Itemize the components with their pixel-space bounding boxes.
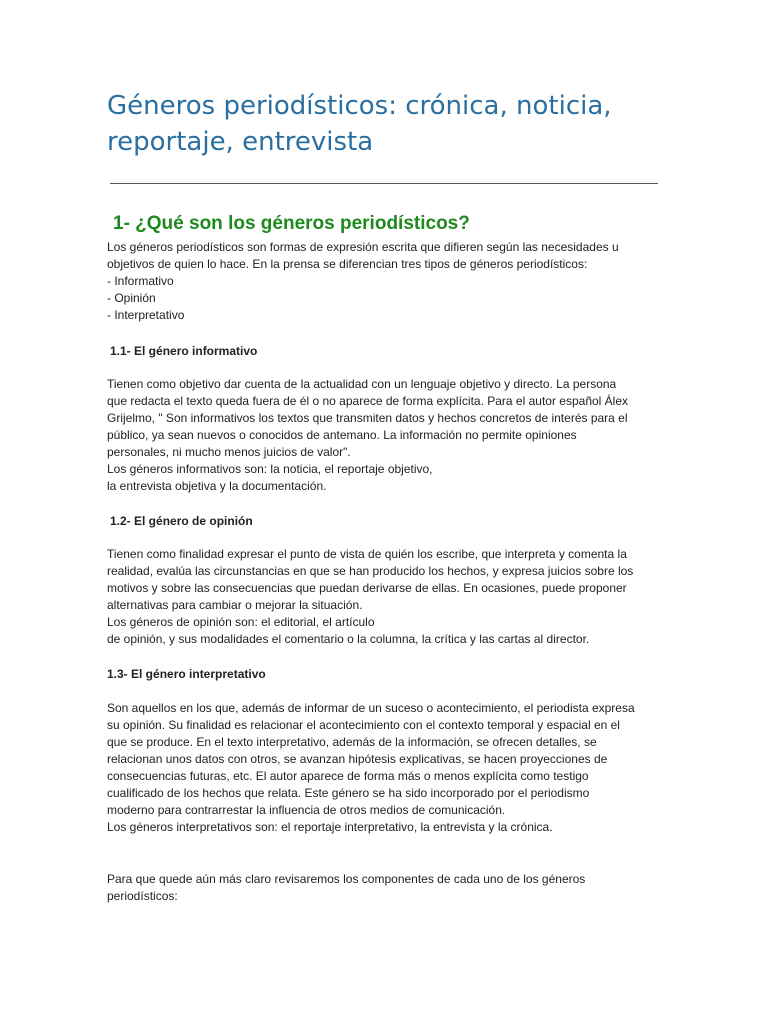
text-line: Los géneros interpretativos son: el reportaje interpretativo, la entrevista y la crónica. bbox=[107, 820, 553, 834]
title-divider bbox=[110, 183, 658, 184]
text-line: Grijelmo, " Son informativos los textos que transmiten datos y hechos concretos de interés para el bbox=[107, 411, 628, 425]
text-line: Los géneros de opinión son: el editorial, el artículo bbox=[107, 615, 375, 629]
text-line: moderno para contrarrestar la influencia de otros medios de comunicación. bbox=[107, 803, 506, 817]
section-heading-1: 1- ¿Qué son los géneros periodísticos? bbox=[113, 213, 470, 234]
section-heading-1-3: 1.3- El género interpretativo bbox=[107, 667, 266, 681]
text-line: periodísticos: bbox=[107, 889, 178, 903]
title-line: Géneros periodísticos: crónica, noticia, bbox=[107, 91, 612, 121]
text-line: Son aquellos en los que, además de informar de un suceso o acontecimiento, el periodista expresa bbox=[107, 701, 635, 715]
text-line: Los géneros periodísticos son formas de expresión escrita que difieren según las necesidades u bbox=[107, 240, 619, 254]
section-1-2-paragraph bbox=[107, 546, 667, 648]
text-line: su opinión. Su finalidad es relacionar el acontecimiento con el contexto temporal y espacial en el bbox=[107, 718, 620, 732]
text-line: - Opinión bbox=[107, 291, 156, 305]
text-line: alternativas para cambiar o mejorar la situación. bbox=[107, 598, 363, 612]
text-line: público, ya sean nuevos o conocidos de antemano. La información no permite opiniones bbox=[107, 428, 577, 442]
text-line: que se produce. En el texto interpretativo, además de la información, se ofrecen detalles, se bbox=[107, 735, 597, 749]
text-line: de opinión, y sus modalidades el comentario o la columna, la crítica y las cartas al director. bbox=[107, 632, 590, 646]
section-1-3-paragraph bbox=[107, 700, 667, 836]
text-line: consecuencias futuras, etc. El autor aparece de forma más o menos explícita como testigo bbox=[107, 769, 589, 783]
text-line: cualificado de los hechos que relata. Este género se ha sido incorporado por el periodismo bbox=[107, 786, 590, 800]
closing-paragraph bbox=[107, 871, 667, 905]
section-1-1-paragraph bbox=[107, 376, 667, 495]
text-line: relacionan unos datos con otros, se avanzan hipótesis explicativas, se hacen proyecciones de bbox=[107, 752, 608, 766]
title-line: reportaje, entrevista bbox=[107, 127, 374, 157]
section-heading-1-1: 1.1- El género informativo bbox=[110, 344, 258, 358]
text-line: Para que quede aún más claro revisaremos los componentes de cada uno de los géneros bbox=[107, 872, 586, 886]
section-1-paragraph bbox=[107, 239, 667, 324]
text-line: personales, ni mucho menos juicios de valor". bbox=[107, 445, 351, 459]
text-line: objetivos de quien lo hace. En la prensa se diferencian tres tipos de géneros periodísticos: bbox=[107, 257, 588, 271]
text-line: motivos y sobre las consecuencias que puedan derivarse de ellas. En ocasiones, puede proponer bbox=[107, 581, 627, 595]
text-line: - Informativo bbox=[107, 274, 174, 288]
text-line: realidad, evalúa las circunstancias en que se han producido los hechos, y expresa juicios sobre los bbox=[107, 564, 634, 578]
document-title bbox=[107, 88, 667, 160]
text-line: - Interpretativo bbox=[107, 308, 185, 322]
text-line: Tienen como objetivo dar cuenta de la actualidad con un lenguaje objetivo y directo. La persona bbox=[107, 377, 617, 391]
text-line: que redacta el texto queda fuera de él o no aparece de forma explícita. Para el autor español Álex bbox=[107, 394, 629, 408]
section-heading-1-2: 1.2- El género de opinión bbox=[110, 514, 253, 528]
text-line: la entrevista objetiva y la documentación. bbox=[107, 479, 327, 493]
text-line: Tienen como finalidad expresar el punto de vista de quién los escribe, que interpreta y comenta la bbox=[107, 547, 627, 561]
text-line: Los géneros informativos son: la noticia, el reportaje objetivo, bbox=[107, 462, 433, 476]
